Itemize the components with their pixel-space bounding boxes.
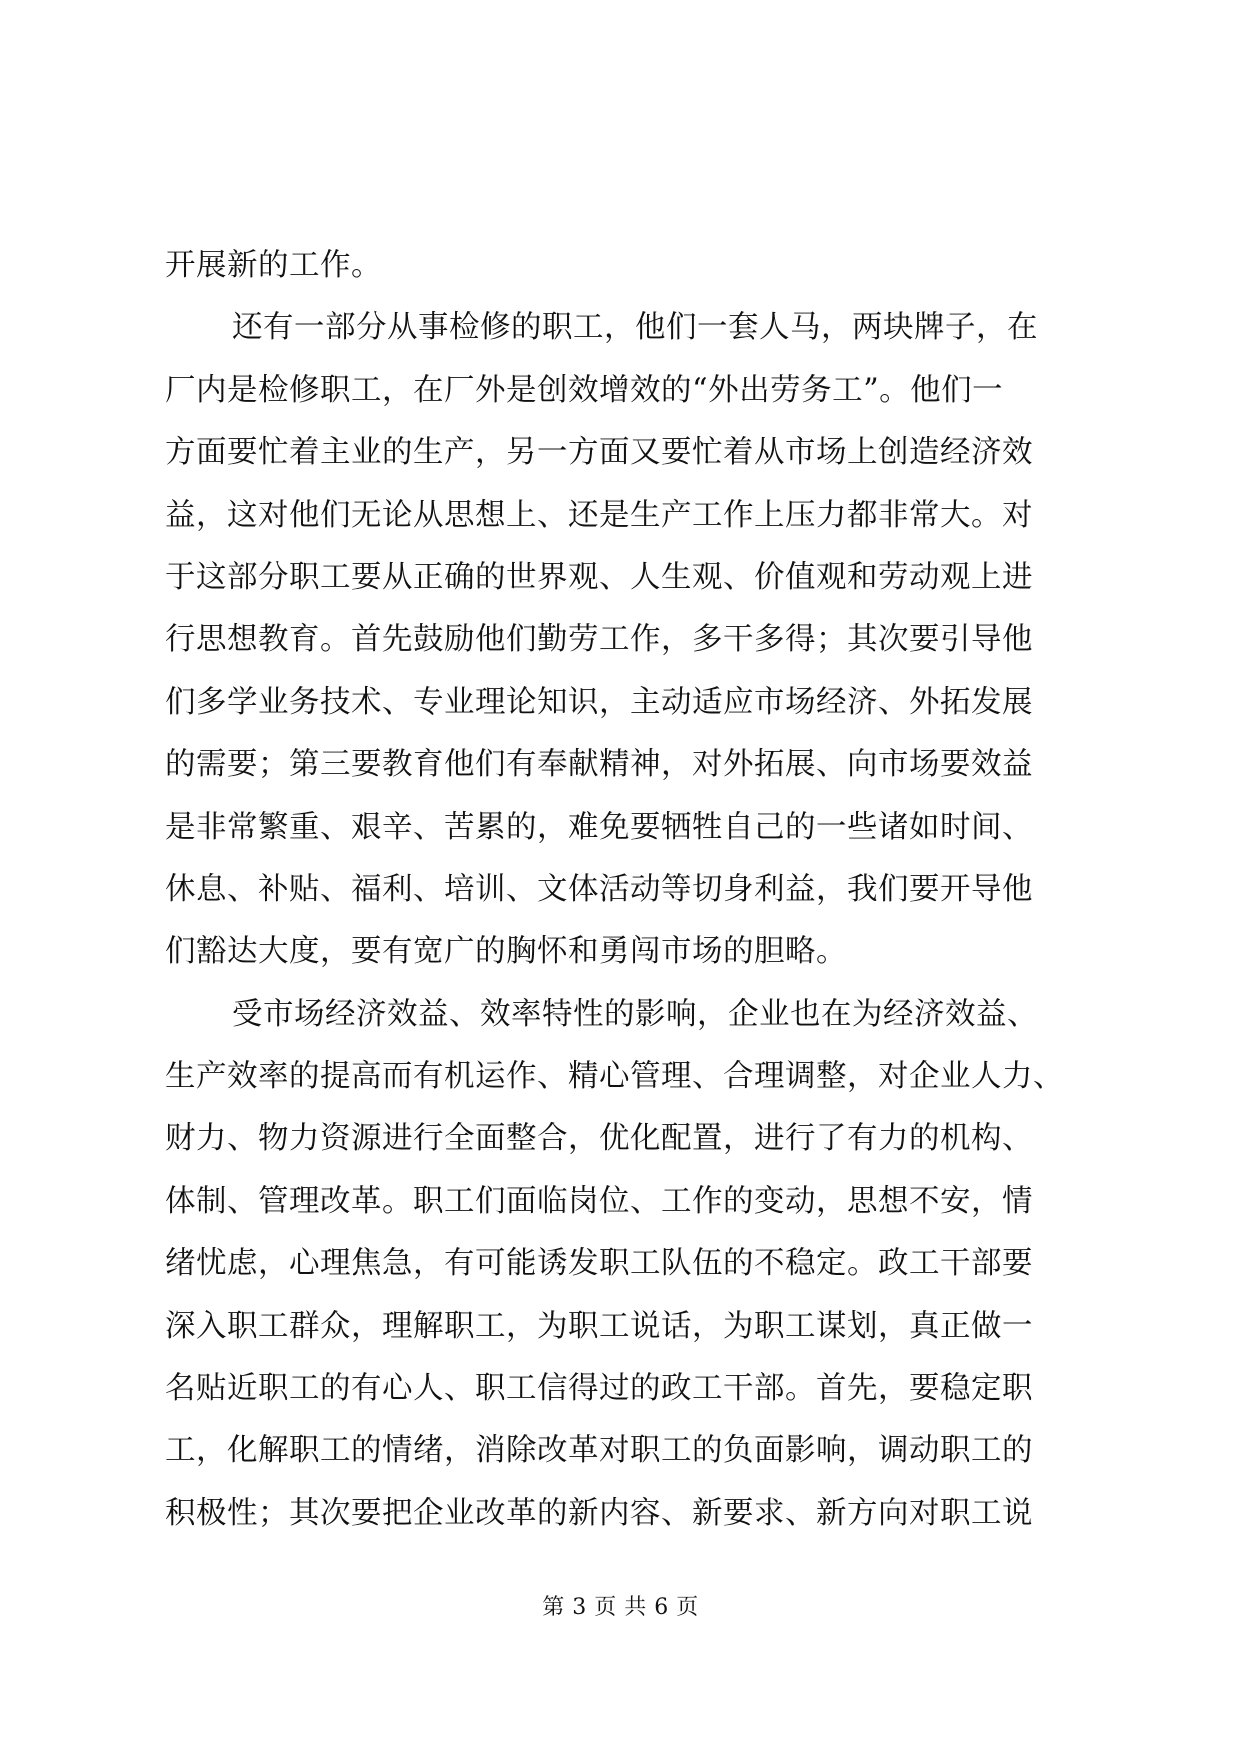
- text-line: 开展新的工作。: [165, 248, 382, 283]
- text-line: 名贴近职工的有心人、职工信得过的政工干部。首先，要稳定职: [165, 1371, 1033, 1407]
- text-line: 们豁达大度，要有宽广的胸怀和勇闯市场的胆略。: [165, 934, 847, 970]
- text-line: 方面要忙着主业的生产，另一方面又要忙着从市场上创造经济效: [165, 435, 1033, 471]
- page-number-label: 第 3 页 共 6 页: [542, 1595, 699, 1620]
- text-line: 积极性；其次要把企业改革的新内容、新要求、新方向对职工说: [165, 1495, 1033, 1531]
- text-line: 深入职工群众，理解职工，为职工说话，为职工谋划，真正做一: [165, 1308, 1033, 1344]
- text-line: 生产效率的提高而有机运作、精心管理、合理调整，对企业人力、: [165, 1059, 1064, 1095]
- text-line: 体制、管理改革。职工们面临岗位、工作的变动，思想不安，情: [165, 1183, 1033, 1219]
- page-footer: [0, 1593, 1241, 1623]
- text-line: 行思想教育。首先鼓励他们勤劳工作，多干多得；其次要引导他: [165, 622, 1033, 658]
- paragraph-first-line: 受市场经济效益、效率特性的影响，企业也在为经济效益、: [232, 996, 1038, 1032]
- text-line: 厂内是检修职工，在厂外是创效增效的“外出劳务工”。他们一: [165, 372, 1004, 408]
- text-line: 的需要；第三要教育他们有奉献精神，对外拓展、向市场要效益: [165, 747, 1033, 783]
- paragraph-first-line: 还有一部分从事检修的职工，他们一套人马，两块牌子，在: [232, 310, 1038, 346]
- text-line: 工，化解职工的情绪，消除改革对职工的负面影响，调动职工的: [165, 1433, 1033, 1469]
- body-text: [165, 235, 1085, 1545]
- text-line: 是非常繁重、艰辛、苦累的，难免要牺牲自己的一些诸如时间、: [165, 809, 1033, 845]
- text-line: 绪忧虑，心理焦急，有可能诱发职工队伍的不稳定。政工干部要: [165, 1246, 1033, 1282]
- text-line: 益，这对他们无论从思想上、还是生产工作上压力都非常大。对: [165, 497, 1033, 533]
- text-line: 财力、物力资源进行全面整合，优化配置，进行了有力的机构、: [165, 1121, 1033, 1157]
- text-line: 于这部分职工要从正确的世界观、人生观、价值观和劳动观上进: [165, 559, 1033, 595]
- text-line: 休息、补贴、福利、培训、文体活动等切身利益，我们要开导他: [165, 871, 1033, 907]
- text-line: 们多学业务技术、专业理论知识，主动适应市场经济、外拓发展: [165, 684, 1033, 720]
